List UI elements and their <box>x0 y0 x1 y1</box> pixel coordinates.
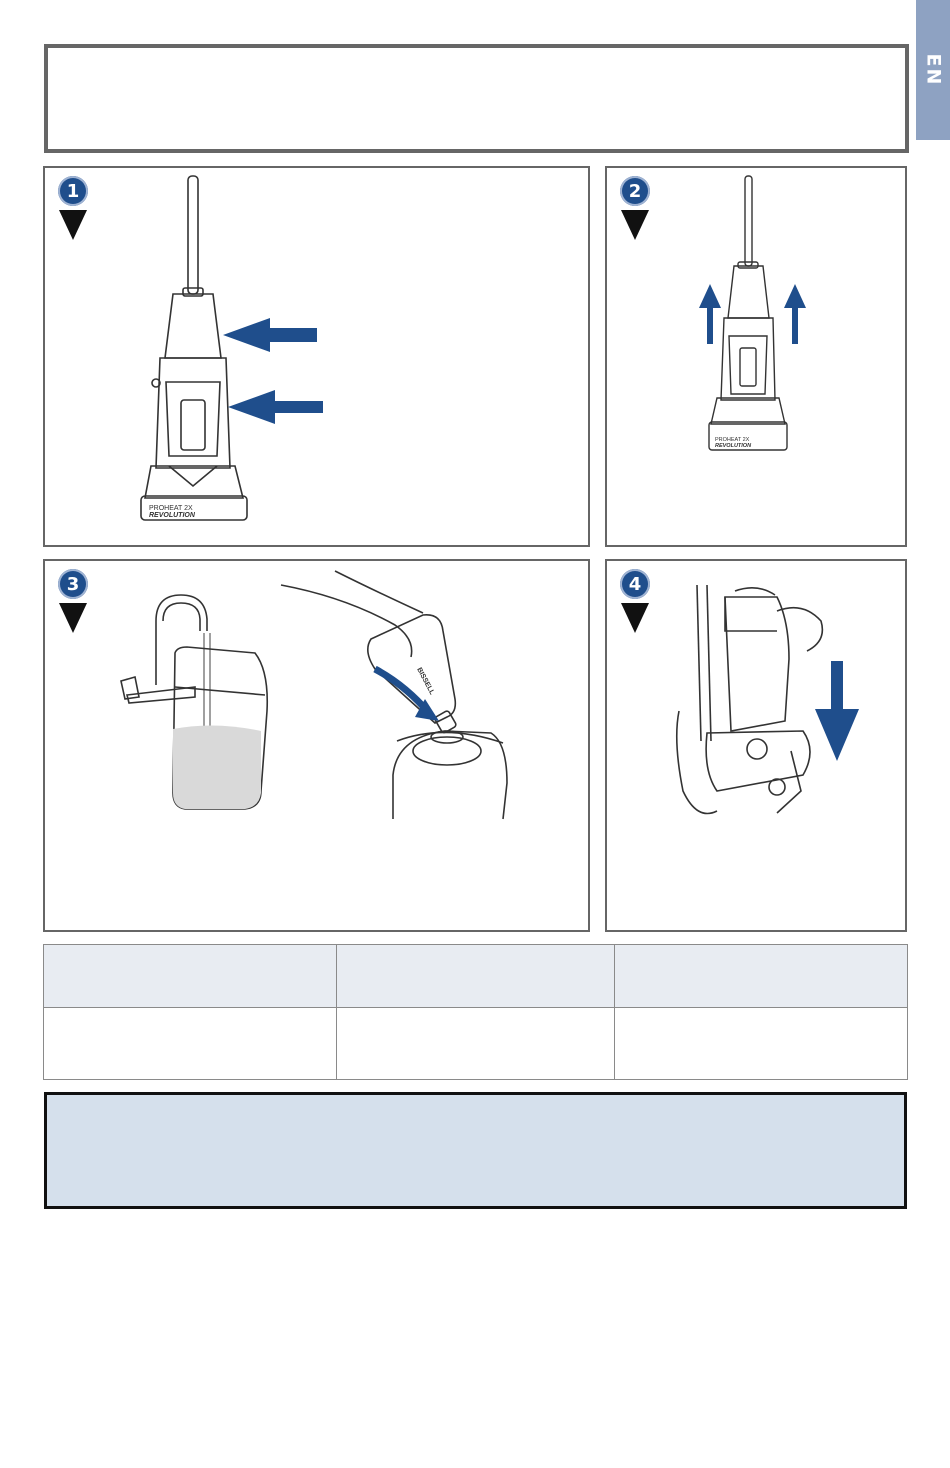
up-arrow-icon <box>699 284 721 344</box>
step-1-panel <box>43 166 590 547</box>
model-label: REVOLUTION <box>149 512 195 519</box>
lift-tank-illustration <box>607 168 909 549</box>
note-box <box>44 1092 907 1209</box>
language-tab <box>916 0 950 140</box>
info-table <box>43 944 908 1080</box>
table-header-row <box>44 945 908 1008</box>
insert-tank-illustration <box>607 561 909 934</box>
bottle-brand-label: BISSELL <box>415 666 436 697</box>
step-2-panel <box>605 166 907 547</box>
step-number: 1 <box>58 176 88 206</box>
cleaner-front-illustration <box>45 168 592 549</box>
left-arrow-icon <box>228 390 323 424</box>
table-row <box>44 1008 908 1080</box>
table-cell <box>337 1008 615 1080</box>
table-header-cell <box>337 945 615 1008</box>
down-arrow-icon <box>815 661 859 761</box>
step-number: 4 <box>620 569 650 599</box>
model-label: PROHEAT 2X <box>715 437 750 443</box>
step-number: 3 <box>58 569 88 599</box>
table-cell <box>615 1008 908 1080</box>
table-header-cell <box>44 945 337 1008</box>
fill-tank-illustration <box>45 561 592 934</box>
model-label: PROHEAT 2X <box>149 505 193 512</box>
table-header-cell <box>615 945 908 1008</box>
step-3-panel <box>43 559 590 932</box>
table-cell <box>44 1008 337 1080</box>
step-number: 2 <box>620 176 650 206</box>
model-label: REVOLUTION <box>715 443 752 449</box>
language-label: EN <box>921 53 944 87</box>
step-4-panel <box>605 559 907 932</box>
title-frame <box>44 44 909 153</box>
up-arrow-icon <box>784 284 806 344</box>
left-arrow-icon <box>223 318 317 352</box>
